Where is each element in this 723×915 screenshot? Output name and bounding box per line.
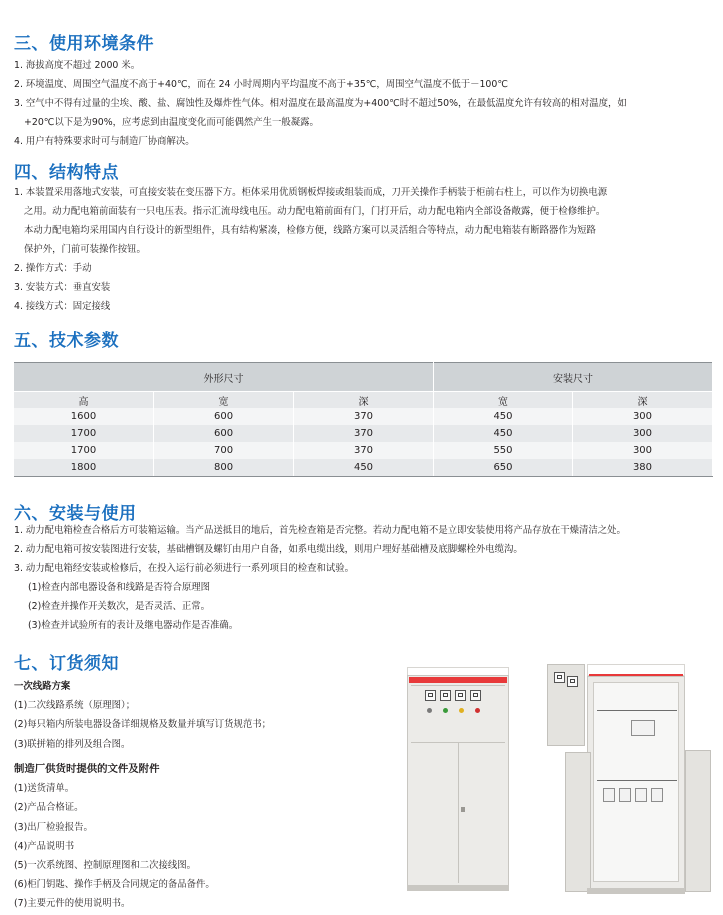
table-row: [14, 442, 713, 459]
table-cell: 600: [154, 425, 294, 442]
table-row: [14, 425, 713, 442]
table-cell: 370: [294, 425, 434, 442]
col-header-depth: 深: [294, 392, 434, 409]
table-cell: 1700: [14, 425, 154, 442]
supplied-docs-line: (4)产品说明书: [14, 840, 75, 852]
section-4-line: 2. 操作方式：手动: [14, 263, 92, 274]
section-7-docs-list: [14, 760, 215, 914]
section-4-line: 4. 接线方式：固定接线: [14, 301, 111, 312]
table-cell: 370: [294, 408, 434, 425]
circuit-scheme-line: (2)每只箱内所装电器设备详细规格及数量并填写订货规范书；: [14, 719, 272, 731]
table-cell: 800: [154, 459, 294, 477]
section-6-check-item: (1)检查内部电器设备和线路是否符合原理图: [28, 582, 211, 593]
table-row: [14, 459, 713, 477]
section-6-check-item: (3)检查并试验所有的表计及继电器动作是否准确。: [28, 620, 239, 631]
closed-cabinet-image: [405, 667, 511, 895]
table-cell: 300: [572, 442, 712, 459]
open-cabinet-image: [545, 660, 713, 898]
section-3-line: 3. 空气中不得有过量的尘埃、酸、盐、腐蚀性及爆炸性气体。相对温度在最高温度为+400℃时不超过50%，在最低温度允许有较高的相对温度，如: [14, 98, 627, 109]
table-cell: 300: [572, 408, 712, 425]
table-row: [14, 408, 713, 425]
table-cell: 370: [294, 442, 434, 459]
section-6-line: 1. 动力配电箱检查合格后方可装箱运输。当产品送抵目的地后，首先检查箱是否完整。若动力配电箱不是立即安装使用将产品存放在干燥清洁之处。: [14, 525, 626, 536]
table-cell: 450: [434, 408, 573, 425]
circuit-scheme-heading: 一次线路方案: [14, 681, 71, 692]
section-4-line: 1. 本装置采用落地式安装，可直接安装在变压器下方。柜体采用优质钢板焊接或组装而成，刀开关操作手柄装于柜前右柱上，可以作为切换电源: [14, 187, 608, 198]
table-cell: 450: [434, 425, 573, 442]
section-7-circuit-list: [14, 677, 271, 754]
col-header-install-depth: 深: [572, 392, 712, 409]
table-cell: 380: [572, 459, 712, 477]
table-cell: 300: [572, 425, 712, 442]
table-cell: 700: [154, 442, 294, 459]
table-cell: 550: [434, 442, 573, 459]
section-4-line: 本动力配电箱均采用国内自行设计的新型组件，具有结构紧凑，检修方便，线路方案可以灵活组合等特点，动力配电箱装有断路器作为短路: [24, 225, 596, 236]
table-cell: 650: [434, 459, 573, 477]
tech-params-table: [14, 362, 713, 477]
section-3-line: 2. 环境温度、周围空气温度不高于+40℃，而在 24 小时周期内平均温度不高于+35℃，周围空气温度不低于－100℃: [14, 79, 508, 90]
col-header-width: 宽: [154, 392, 294, 409]
table-cell: 600: [154, 408, 294, 425]
section-4-line: 之用。动力配电箱前面装有一只电压表。指示汇流母线电压。动力配电箱前面有门，门打开后，动力配电箱内全部设备敞露，便于检修维护。: [24, 206, 606, 217]
section-6-list: [14, 521, 626, 635]
section-4-title: 四、结构特点: [14, 163, 119, 183]
col-header-install-width: 宽: [434, 392, 573, 409]
section-3-line: 1. 海拔高度不超过 2000 米。: [14, 60, 141, 71]
section-3-list: [14, 56, 627, 151]
circuit-scheme-line: (3)联拼箱的排列及组合图。: [14, 738, 131, 750]
table-cell: 1600: [14, 408, 154, 425]
group-header-dimensions: 外形尺寸: [14, 363, 434, 392]
col-header-height: 高: [14, 392, 154, 409]
section-4-line: 3. 安装方式：垂直安装: [14, 282, 111, 293]
supplied-docs-line: (2)产品合格证。: [14, 802, 84, 814]
section-4-list: [14, 183, 607, 316]
section-6-title: 六、安装与使用: [14, 504, 137, 524]
table-cell: 1700: [14, 442, 154, 459]
section-5-title: 五、技术参数: [14, 331, 119, 351]
supplied-docs-line: (6)柜门钥匙、操作手柄及合同规定的备品备件。: [14, 879, 215, 891]
supplied-docs-heading: 制造厂供货时提供的文件及附件: [14, 763, 160, 775]
supplied-docs-line: (5)一次系统图、控制原理图和二次接线图。: [14, 860, 197, 872]
section-6-line: 3. 动力配电箱经安装或检修后，在投入运行前必须进行一系列项目的检查和试验。: [14, 563, 355, 574]
section-3-line: 4. 用户有特殊要求时可与制造厂协商解决。: [14, 136, 195, 147]
supplied-docs-line: (7)主要元件的使用说明书。: [14, 898, 131, 910]
group-header-install: 安装尺寸: [434, 363, 713, 392]
table-cell: 450: [294, 459, 434, 477]
section-6-check-item: (2)检查并操作开关数次，是否灵活、正常。: [28, 601, 211, 612]
circuit-scheme-line: (1)二次线路系统（原理图）；: [14, 700, 136, 712]
supplied-docs-line: (3)出厂检验报告。: [14, 821, 93, 833]
table-cell: 1800: [14, 459, 154, 477]
section-6-line: 2. 动力配电箱可按安装图进行安装，基础槽钢及螺钉由用户自备，如系电缆出线，则用户埋好基础槽及底脚螺栓外电缆沟。: [14, 544, 523, 555]
section-3-line: +20℃以下是为90%，应考虑到由温度变化而可能偶然产生一般凝露。: [24, 117, 319, 128]
section-7-title: 七、订货须知: [14, 654, 119, 674]
section-4-line: 保护外，门前可装操作按钮。: [24, 244, 146, 255]
supplied-docs-line: (1)送货清单。: [14, 783, 75, 795]
section-3-title: 三、使用环境条件: [14, 34, 154, 54]
